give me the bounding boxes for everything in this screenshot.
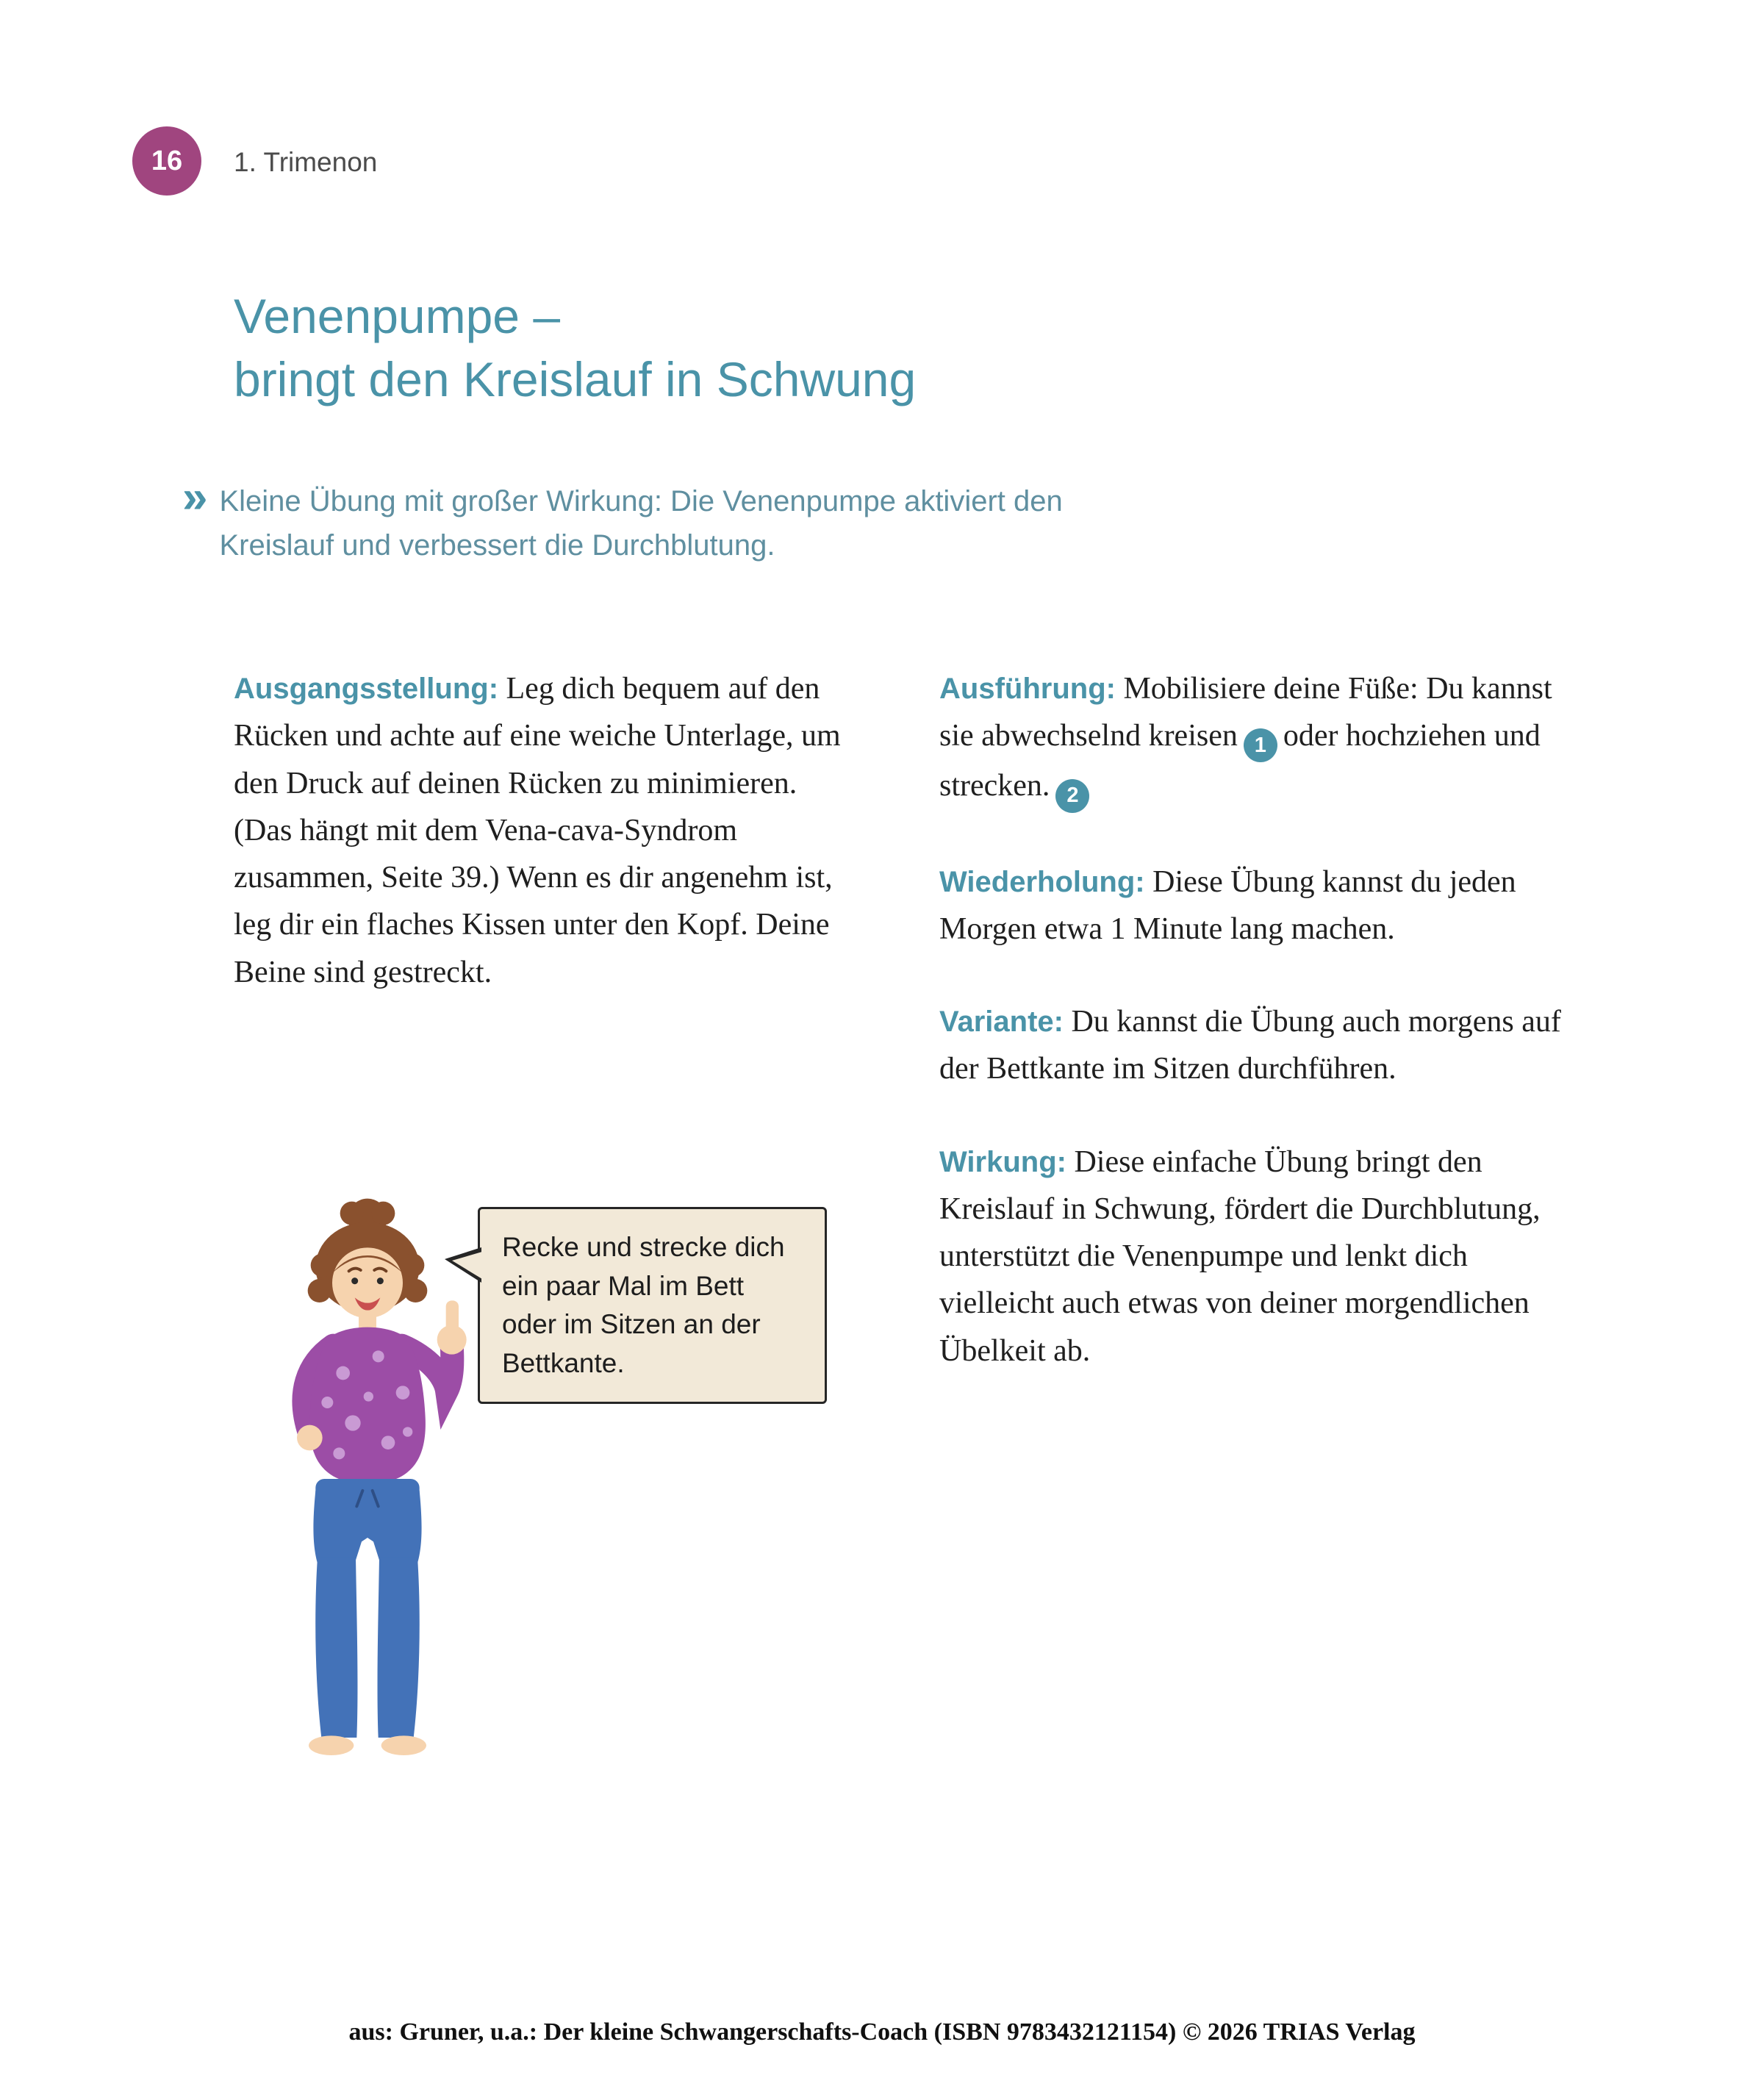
section-ausgangsstellung (234, 665, 862, 996)
step-2-marker: 2 (1055, 779, 1089, 813)
page-title (234, 285, 916, 412)
chapter-label: 1. Trimenon (234, 147, 378, 177)
section-label-wirkung: Wirkung: (939, 1145, 1066, 1178)
page-number-badge (132, 126, 201, 196)
section-wiederholung (939, 859, 1586, 953)
page-number: 16 (151, 145, 183, 176)
section-label-variante: Variante: (939, 1006, 1064, 1039)
woman-pants (313, 1479, 421, 1738)
double-chevron-icon: » (182, 472, 208, 523)
footer-text: aus: Gruner, u.a.: Der kleine Schwangerschafts-Coach (ISBN 9783432121154) © 2026 TRIAS Verlag (348, 2018, 1416, 2046)
woman-feet (309, 1735, 426, 1755)
section-text-ausfuehrung-part2: oder hochziehen und strecken. (939, 719, 1541, 803)
step-1-marker: 1 (1244, 728, 1277, 762)
title-line-2: bringt den Kreislauf in Schwung (234, 351, 917, 406)
speech-bubble-text: Recke und strecke dich ein paar Mal im Bett oder im Sitzen an der Bettkante. (502, 1232, 785, 1378)
section-label-ausfuehrung: Ausführung: (939, 673, 1116, 705)
section-label-ausgangsstellung: Ausgangsstellung: (234, 673, 499, 705)
copyright-footer (0, 2018, 1764, 2046)
section-text-ausgangsstellung: Leg dich bequem auf den Rücken und achte auf eine weiche Unterlage, um den Druck auf deinen Rücken zu minimieren. (Das hängt mit dem Vena-cava-Syndrom zusammen, Seite 39.) Wenn es dir angenehm ist, leg dir ein flaches Kissen unter den Kopf. Deine Beine sind gestreckt. (234, 672, 841, 989)
woman-top (309, 1327, 426, 1485)
speech-bubble (478, 1207, 827, 1404)
woman-neck (359, 1311, 376, 1328)
section-wirkung (939, 1139, 1586, 1375)
right-column (939, 665, 1586, 1420)
section-text-variante: Du kannst die Übung auch morgens auf der Bettkante im Sitzen durchführen. (939, 1005, 1561, 1086)
section-variante (939, 998, 1586, 1093)
section-label-wiederholung: Wiederholung: (939, 865, 1145, 898)
intro-text: Kleine Übung mit großer Wirkung: Die Venenpumpe aktiviert den Kreislauf und verbessert die Durchblutung. (219, 485, 1063, 562)
woman-face (332, 1247, 403, 1318)
intro (182, 472, 1160, 567)
section-ausfuehrung (939, 665, 1586, 813)
illustration (206, 1197, 904, 1843)
title-line-1: Venenpumpe – (234, 289, 561, 343)
section-text-wirkung: Diese einfache Übung bringt den Kreislauf in Schwung, fördert die Durchblutung, unterstützt die Venenpumpe und lenkt dich vielleicht auch etwas von deiner morgendlichen Übelkeit ab. (939, 1144, 1541, 1368)
section-text-wiederholung: Diese Übung kannst du jeden Morgen etwa 1 Minute lang machen. (939, 864, 1516, 946)
section-text-ausfuehrung-part1: Mobilisiere deine Füße: Du kannst sie abwechselnd kreisen (939, 672, 1552, 753)
